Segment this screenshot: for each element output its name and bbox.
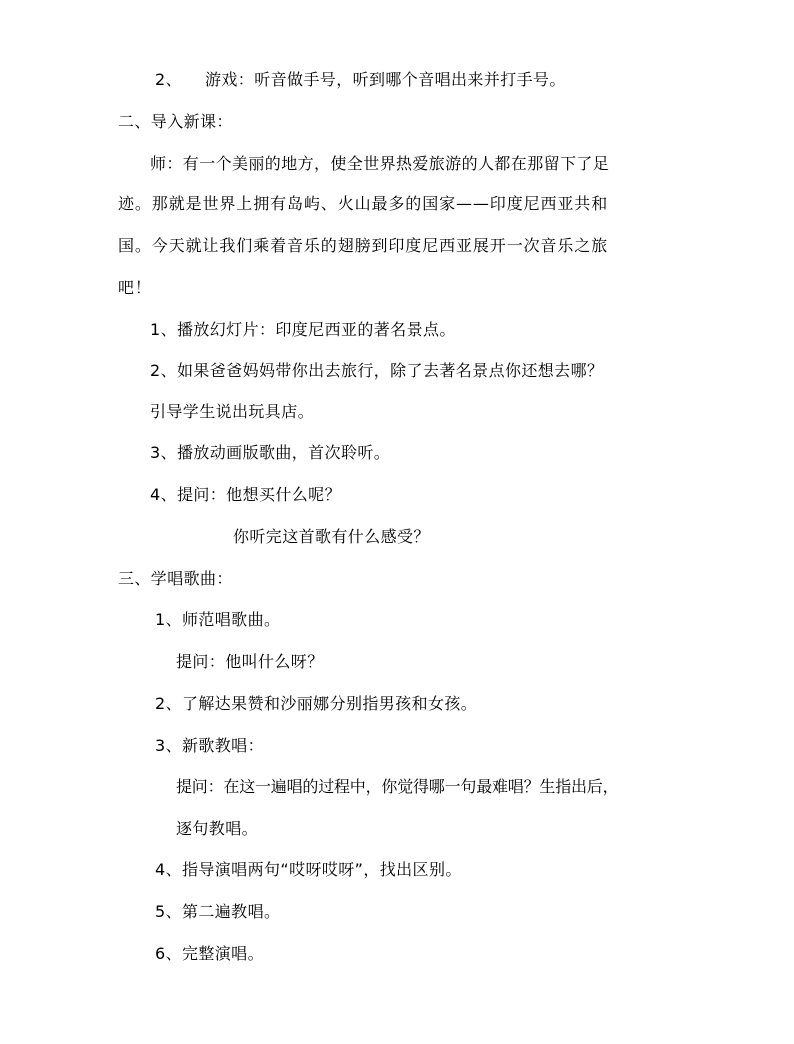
list-item: 2、了解达果赞和沙丽娜分别指男孩和女孩。 [155, 694, 478, 713]
list-item: 3、播放动画版歌曲，首次聆听。 [150, 443, 391, 462]
item-number: 2、 [155, 70, 182, 89]
list-item-continuation: 你听完这首歌有什么感受？ [233, 527, 430, 546]
list-item-continuation: 引导学生说出玩具店。 [150, 402, 315, 421]
list-item: 4、提问：他想买什么呢？ [150, 485, 341, 504]
game-item [155, 70, 566, 90]
item-text: 游戏：听音做手号，听到哪个音唱出来并打手号。 [205, 70, 566, 89]
list-item-continuation: 提问：在这一遍唱的过程中，你觉得哪一句最难唱？生指出后， [176, 777, 619, 796]
list-item-continuation: 提问：他叫什么呀？ [176, 652, 324, 671]
section-heading-intro: 二、导入新课： [118, 112, 233, 131]
paragraph-line: 师：有一个美丽的地方，使全世界热爱旅游的人都在那留下了足 [150, 154, 610, 173]
paragraph-line: 吧！ [118, 278, 152, 297]
list-item: 3、新歌教唱： [155, 736, 264, 755]
list-item: 4、指导演唱两句“哎呀哎呀”，找出区别。 [155, 860, 462, 879]
list-item-continuation: 逐句教唱。 [176, 819, 259, 838]
list-item: 5、第二遍教唱。 [155, 902, 281, 921]
list-item: 1、师范唱歌曲。 [155, 610, 281, 629]
list-item: 2、如果爸爸妈妈带你出去旅行，除了去著名景点你还想去哪？ [150, 361, 604, 380]
list-item: 6、完整演唱。 [155, 944, 264, 963]
paragraph-line: 迹。那就是世界上拥有岛屿、火山最多的国家——印度尼西亚共和 [118, 194, 609, 213]
paragraph-line: 国。今天就让我们乘着音乐的翅膀到印度尼西亚展开一次音乐之旅 [118, 236, 609, 255]
list-item: 1、播放幻灯片：印度尼西亚的著名景点。 [150, 320, 456, 339]
section-heading-learn-song: 三、学唱歌曲： [118, 569, 233, 588]
